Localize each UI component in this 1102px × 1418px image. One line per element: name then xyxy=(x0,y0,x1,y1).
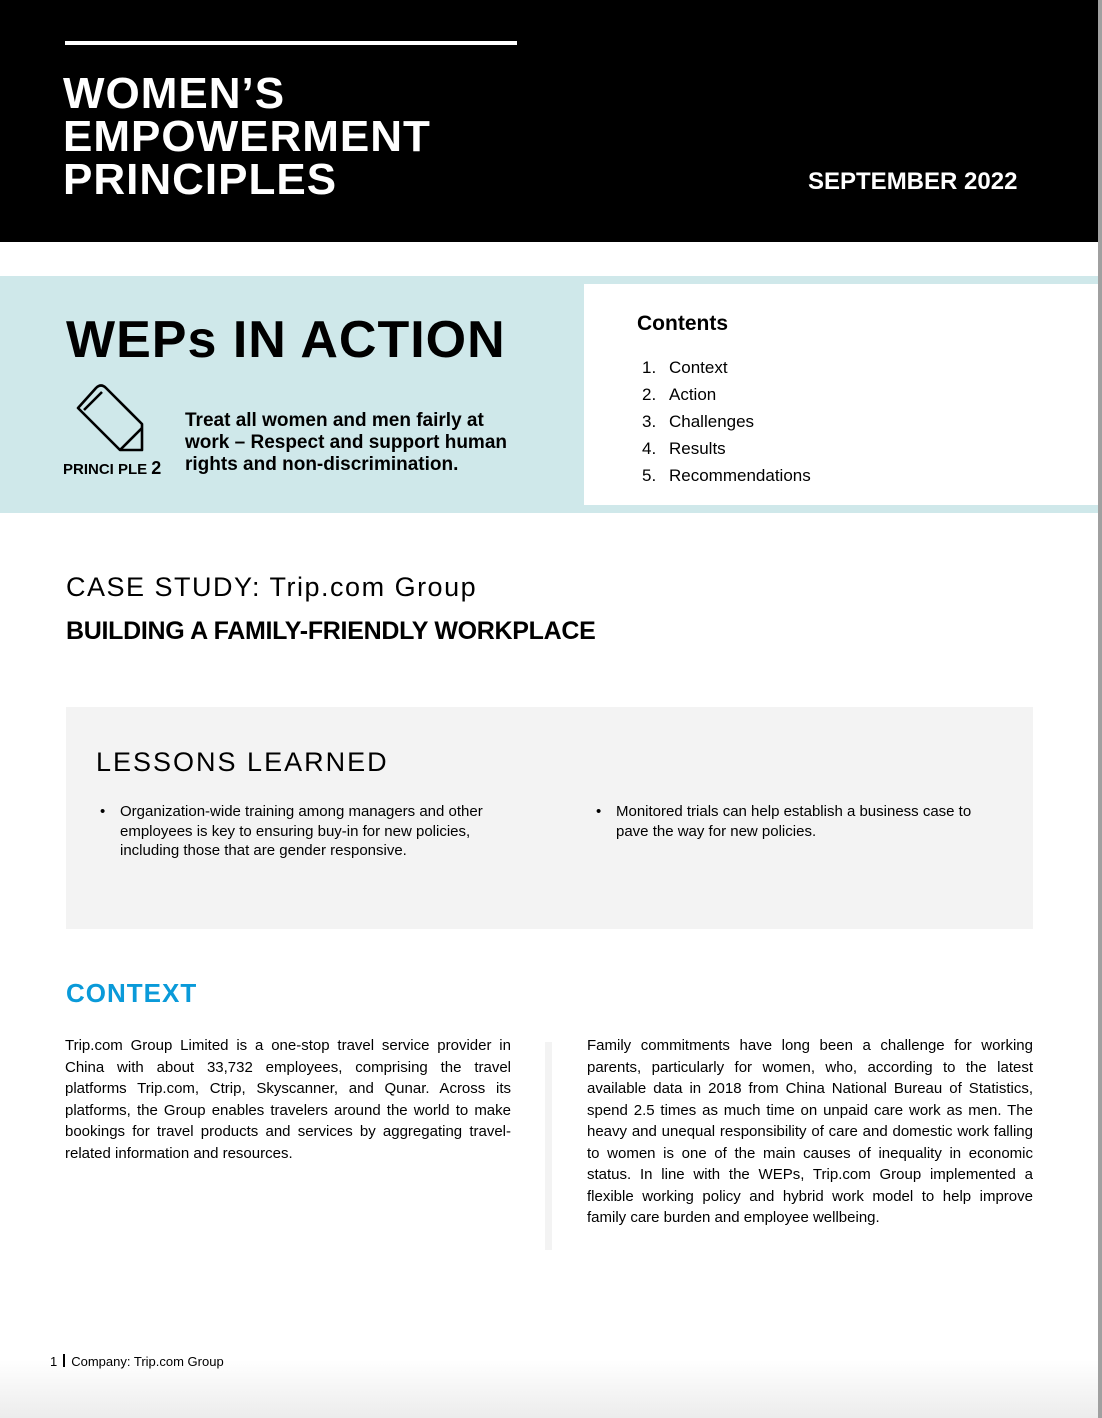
page-footer xyxy=(50,1354,224,1369)
lessons-panel xyxy=(66,707,1033,929)
principle-label xyxy=(63,458,161,479)
contents-item[interactable] xyxy=(642,381,811,408)
lesson-text: Monitored trials can help establish a business case to pave the way for new policies. xyxy=(616,803,972,840)
lessons-title: LESSONS LEARNED xyxy=(96,747,389,777)
case-study-title: BUILDING A FAMILY-FRIENDLY WORKPLACE xyxy=(66,617,596,645)
item-number: 1. xyxy=(642,358,657,377)
lesson-text: Organization-wide training among managers and other employees is key to ensuring buy-in for new policies, including those that are gender responsive. xyxy=(120,803,483,859)
page-number: 1 xyxy=(50,1354,58,1369)
context-paragraph: Family commitments have long been a challenge for working parents, particularly for women, who, according to the latest available data in 2018 from China National Bureau of Statistics, spend 2.5 times as much time on unpaid care work as men. The heavy and unequal responsibility of care and domestic work falling to women is one of the main causes of inequality in economic status. In line with the WEPs, Trip.com Group implemented a flexible working policy and hybrid work model to help improve family care burden and employee wellbeing. xyxy=(587,1037,1033,1226)
item-label: Challenges xyxy=(669,412,755,431)
weps-title: WEPs IN ACTION xyxy=(66,311,506,369)
item-number: 5. xyxy=(642,466,657,485)
pencil-icon xyxy=(74,380,146,457)
item-number: 3. xyxy=(642,412,657,431)
item-label: Recommendations xyxy=(669,466,811,485)
contents-title: Contents xyxy=(637,312,728,335)
item-label: Context xyxy=(669,358,728,377)
bullet-icon: • xyxy=(100,803,106,820)
item-number: 2. xyxy=(642,385,657,404)
contents-item[interactable] xyxy=(642,408,811,435)
page-edge xyxy=(1098,0,1102,1418)
header-banner xyxy=(0,0,1098,242)
contents-item[interactable] xyxy=(642,354,811,381)
header-title-line: EMPOWERMENT xyxy=(63,112,431,161)
context-paragraph: Trip.com Group Limited is a one-stop travel service provider in China with about 33,732 employees, comprising the travel platforms Trip.com, Ctrip, Skyscanner, and Qunar. Across its platforms, the Group enables travelers around the world to make bookings for travel products and services by aggregating travel-related information and resources. xyxy=(65,1037,511,1162)
bullet-icon: • xyxy=(596,803,602,820)
footer-company: Company: Trip.com Group xyxy=(71,1354,224,1369)
contents-item[interactable] xyxy=(642,462,811,489)
header-title xyxy=(63,69,431,204)
header-rule xyxy=(65,41,517,45)
contents-box xyxy=(584,284,1098,505)
footer-divider xyxy=(63,1354,65,1367)
item-number: 4. xyxy=(642,439,657,458)
contents-list xyxy=(642,354,811,489)
lesson-item xyxy=(596,802,986,841)
header-date: SEPTEMBER 2022 xyxy=(808,168,1018,195)
principle-label-text: PRINCI PLE xyxy=(63,461,148,478)
item-label: Action xyxy=(669,385,717,404)
header-title-line: PRINCIPLES xyxy=(63,155,338,204)
principle-number: 2 xyxy=(151,458,162,478)
contents-item[interactable] xyxy=(642,435,811,462)
header-title-line: WOMEN’S xyxy=(63,69,286,118)
column-divider xyxy=(545,1042,552,1250)
principle-text: Treat all women and men fairly at work – Respect and support human rights and non-discrimination. xyxy=(185,410,507,475)
context-heading: CONTEXT xyxy=(66,978,198,1008)
case-study-label: CASE STUDY: Trip.com Group xyxy=(66,572,478,602)
lesson-item xyxy=(100,802,510,861)
item-label: Results xyxy=(669,439,726,458)
